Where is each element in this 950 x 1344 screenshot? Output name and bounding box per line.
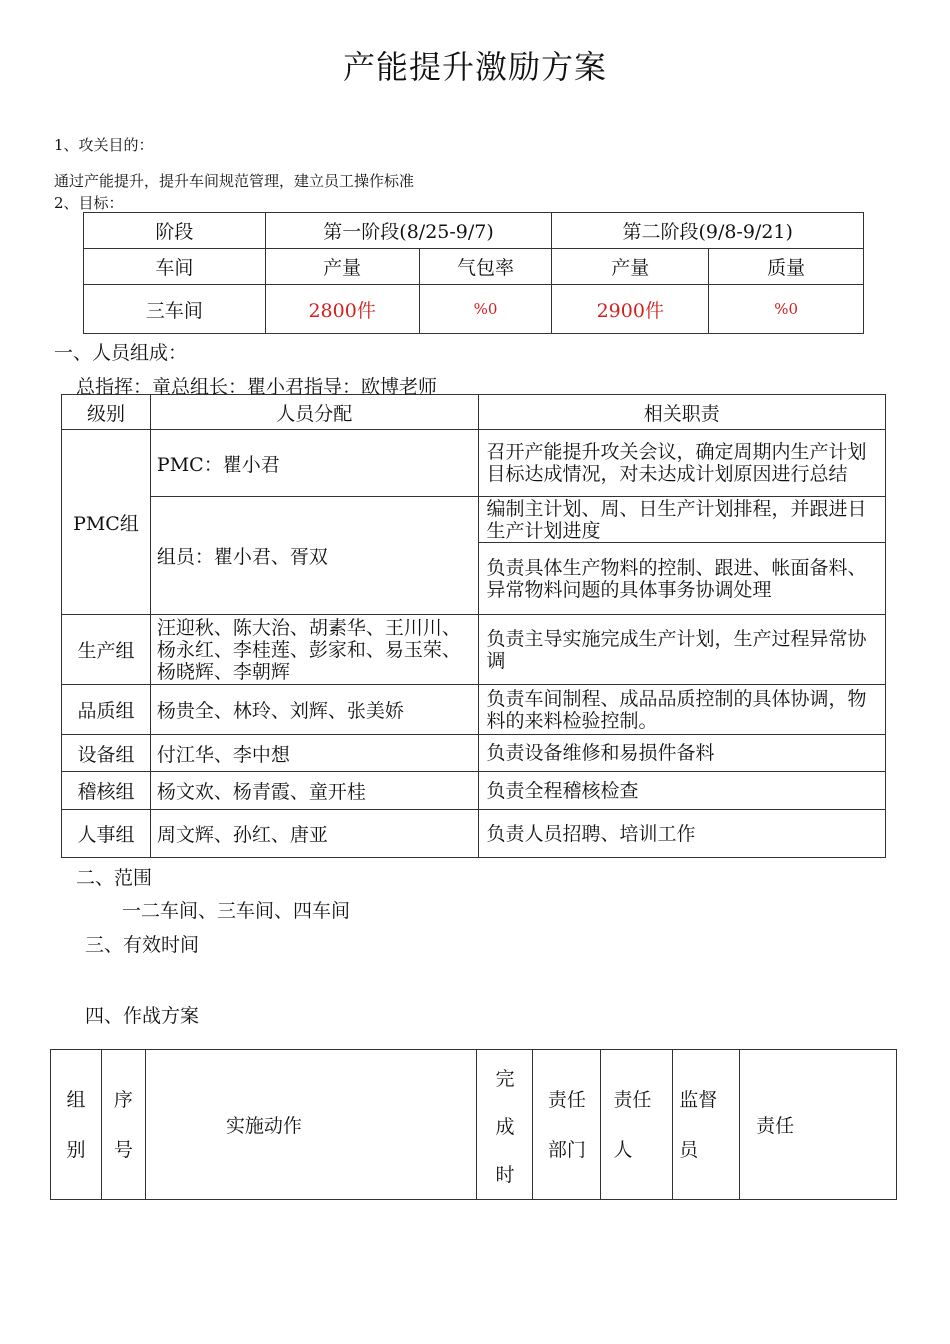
group-label: 设备组 (62, 735, 151, 772)
group-label: 生产组 (62, 615, 151, 685)
group-label: 品质组 (62, 685, 151, 735)
plan-header-group-line2: 别 (66, 1138, 86, 1161)
section-goal-heading: 1、攻关目的： (54, 136, 154, 154)
pmc-leader: PMC：瞿小君 (150, 430, 478, 497)
target-cell-output2: 2900件 (552, 285, 709, 334)
plan-header-done (477, 1050, 533, 1200)
plan-header-dept-line2: 部门 (547, 1138, 586, 1161)
group-members: 付江华、李中想 (150, 735, 478, 772)
plan-header-done-line2: 成 (495, 1115, 515, 1138)
group-duty: 负责人员招聘、培训工作 (478, 810, 885, 858)
plan-header-supervisor (673, 1050, 740, 1200)
target-header-bubble: 气包率 (419, 249, 552, 285)
personnel-table (61, 394, 886, 858)
group-label: 稽核组 (62, 772, 151, 810)
plan-header-group-line1: 组 (66, 1088, 86, 1111)
plan-heading: 四、作战方案 (85, 1005, 200, 1027)
plan-header-responsibility: 责任 (740, 1050, 897, 1200)
target-header-stage: 阶段 (84, 213, 266, 249)
target-cell-quality: %0 (709, 285, 864, 334)
group-members: 周文辉、孙红、唐亚 (150, 810, 478, 858)
target-cell-workshop: 三车间 (84, 285, 266, 334)
group-label: 人事组 (62, 810, 151, 858)
plan-header-seq-line1: 序 (113, 1088, 133, 1111)
group-members: 杨贵全、林玲、刘辉、张美娇 (150, 685, 478, 735)
group-duty: 负责全程稽核检查 (478, 772, 885, 810)
pmc-group-label: PMC组 (62, 430, 151, 615)
plan-header-supervisor-line1: 监督 (679, 1088, 718, 1111)
pmc-duty-2: 编制主计划、周、日生产计划排程，并跟进日生产计划进度 (478, 497, 885, 543)
group-members: 汪迎秋、陈大治、胡素华、王川川、杨永红、李桂莲、彭家和、易玉荣、杨晓辉、李朝辉 (150, 615, 478, 685)
personnel-leaders: 总指挥：童总组长：瞿小君指导：欧博老师 (76, 376, 438, 398)
pmc-duty-1: 召开产能提升攻关会议，确定周期内生产计划目标达成情况，对未达成计划原因进行总结 (478, 430, 885, 497)
personnel-header-duty: 相关职责 (478, 395, 885, 430)
scope-heading: 二、范围 (76, 867, 153, 889)
pmc-members: 组员：瞿小君、胥双 (150, 497, 478, 615)
target-header-output1: 产量 (265, 249, 419, 285)
target-cell-output1: 2800件 (265, 285, 419, 334)
page-title: 产能提升激励方案 (342, 48, 607, 86)
personnel-header-level: 级别 (62, 395, 151, 430)
time-heading: 三、有效时间 (85, 934, 200, 956)
target-cell-bubble: %0 (419, 285, 552, 334)
target-header-stage1: 第一阶段(8/25-9/7) (265, 213, 552, 249)
plan-header-person (601, 1050, 673, 1200)
plan-header-seq (101, 1050, 145, 1200)
section-goal-body: 通过产能提升，提升车间规范管理，建立员工操作标准 (54, 172, 415, 190)
target-header-output2: 产量 (552, 249, 709, 285)
personnel-header-assign: 人员分配 (150, 395, 478, 430)
pmc-duty-3: 负责具体生产物料的控制、跟进、帐面备料、异常物料问题的具体事务协调处理 (478, 543, 885, 615)
plan-table (50, 1049, 897, 1200)
group-duty: 负责设备维修和易损件备料 (478, 735, 885, 772)
group-duty: 负责车间制程、成品品质控制的具体协调，物料的来料检验控制。 (478, 685, 885, 735)
target-table (83, 212, 864, 334)
plan-header-supervisor-line2: 员 (679, 1138, 699, 1161)
plan-header-seq-line2: 号 (113, 1138, 133, 1161)
group-members: 杨文欢、杨青霞、童开桂 (150, 772, 478, 810)
group-duty: 负责主导实施完成生产计划，生产过程异常协调 (478, 615, 885, 685)
personnel-heading: 一、人员组成： (54, 342, 188, 364)
plan-header-person-line2: 人 (613, 1138, 633, 1161)
target-header-stage2: 第二阶段(9/8-9/21) (552, 213, 864, 249)
plan-header-done-line1: 完 (495, 1067, 515, 1090)
plan-header-person-line1: 责任 (613, 1088, 652, 1111)
scope-body: 一二车间、三车间、四车间 (122, 900, 351, 922)
plan-header-dept-line1: 责任 (547, 1088, 586, 1111)
target-header-workshop: 车间 (84, 249, 266, 285)
section-target-heading: 2、目标： (54, 194, 124, 212)
plan-header-group (51, 1050, 102, 1200)
plan-header-done-line3: 时 (495, 1163, 515, 1186)
plan-header-dept (533, 1050, 601, 1200)
plan-header-action: 实施动作 (145, 1050, 477, 1200)
target-header-quality: 质量 (709, 249, 864, 285)
